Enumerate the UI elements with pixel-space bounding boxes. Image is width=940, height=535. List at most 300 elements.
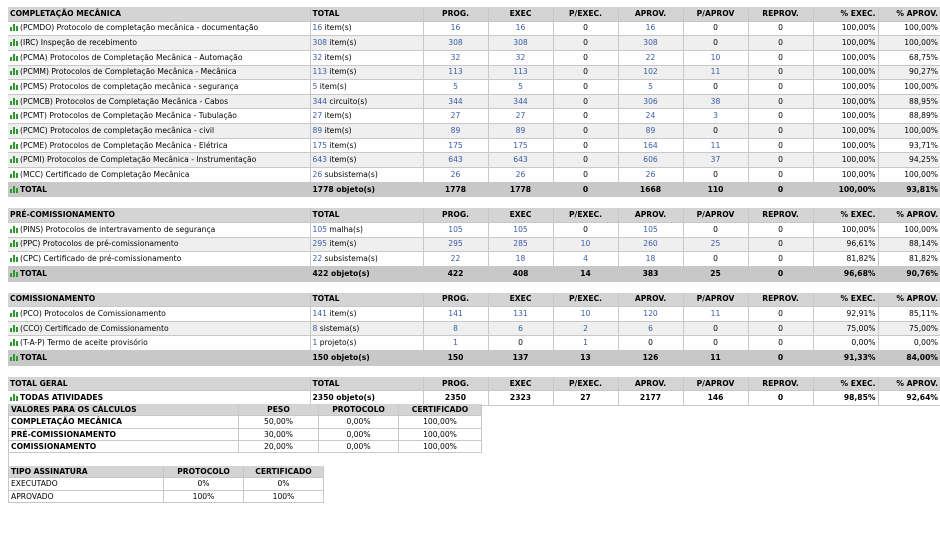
col-header-pct-aprov: % APROV.	[878, 293, 940, 307]
activity-reprov: 0	[748, 237, 813, 252]
activity-count-link[interactable]: 5	[312, 82, 318, 92]
activity-cell	[8, 138, 310, 153]
col-header-reprov: REPROV.	[748, 293, 813, 307]
activity-exec[interactable]: 32	[488, 50, 553, 65]
activity-reprov: 0	[748, 50, 813, 65]
activity-reprov: 0	[748, 222, 813, 237]
activity-pct-aprov: 88,95%	[878, 94, 940, 109]
bar-chart-icon[interactable]	[10, 127, 18, 134]
activity-aprov[interactable]: 306	[618, 94, 683, 109]
activity-p-aprov: 0	[683, 124, 748, 139]
activity-total-cell	[310, 124, 423, 139]
activity-row	[8, 307, 940, 322]
signature-row-certificado: 0%	[244, 478, 324, 490]
calc-header-row	[9, 404, 482, 416]
activity-total-cell	[310, 94, 423, 109]
grand-total-header-row	[8, 377, 940, 391]
activity-total-cell	[310, 336, 423, 351]
activity-aprov[interactable]: 22	[618, 50, 683, 65]
activity-prog[interactable]: 27	[423, 109, 488, 124]
total-prog: 422	[423, 266, 488, 281]
activity-prog[interactable]: 105	[423, 222, 488, 237]
activity-unit: item(s)	[329, 308, 357, 318]
activity-count-link[interactable]: 8	[312, 323, 318, 333]
activity-label: (T-A-P) Termo de aceite provisório	[20, 338, 148, 348]
total-prog: 1778	[423, 182, 488, 197]
total-p-exec: 13	[553, 351, 618, 366]
activity-reprov: 0	[748, 252, 813, 267]
activity-p-aprov[interactable]: 3	[683, 109, 748, 124]
activity-label: (PCMDO) Protocolo de completação mecânica - documentação	[20, 23, 259, 33]
bar-chart-icon[interactable]	[10, 325, 18, 332]
activity-exec[interactable]: 5	[488, 80, 553, 95]
activity-count-link[interactable]: 16	[312, 23, 323, 33]
activity-label: (PCO) Protocolos de Comissionamento	[20, 308, 166, 318]
calc-row-label: COMISSIONAMENTO	[9, 440, 239, 452]
activity-unit: sistema(s)	[319, 323, 360, 333]
activity-count-link[interactable]: 26	[312, 169, 323, 179]
activity-p-aprov[interactable]: 11	[683, 138, 748, 153]
activity-pct-exec: 100,00%	[813, 124, 878, 139]
activity-cell	[8, 252, 310, 267]
activity-unit: item(s)	[329, 38, 357, 48]
col-header-aprov: APROV.	[618, 293, 683, 307]
activity-total-cell	[310, 222, 423, 237]
activity-exec[interactable]: 18	[488, 252, 553, 267]
col-header-p-aprov: P/APROV	[683, 377, 748, 391]
activity-prog[interactable]: 344	[423, 94, 488, 109]
activity-count-link[interactable]: 1	[312, 338, 318, 348]
col-header-prog: PROG.	[423, 377, 488, 391]
activity-reprov: 0	[748, 153, 813, 168]
activity-cell	[8, 336, 310, 351]
activity-count-link[interactable]: 27	[312, 111, 323, 121]
activity-prog[interactable]: 8	[423, 321, 488, 336]
activity-unit: item(s)	[329, 67, 357, 77]
bar-chart-icon[interactable]	[10, 54, 18, 61]
col-header-p-aprov: P/APROV	[683, 208, 748, 222]
activity-pct-aprov: 93,71%	[878, 138, 940, 153]
activity-label: (IRC) Inspeção de recebimento	[20, 38, 137, 48]
calc-row-peso: 20,00%	[239, 440, 319, 452]
activity-pct-aprov: 85,11%	[878, 307, 940, 322]
bar-chart-icon[interactable]	[10, 171, 18, 178]
activity-cell	[8, 94, 310, 109]
activity-p-aprov: 0	[683, 80, 748, 95]
activity-p-exec: 0	[553, 94, 618, 109]
activity-count-link[interactable]: 175	[312, 140, 327, 150]
activity-aprov[interactable]: 18	[618, 252, 683, 267]
activity-prog[interactable]: 32	[423, 50, 488, 65]
activity-aprov[interactable]: 16	[618, 21, 683, 36]
activity-label: (PCMA) Protocolos de Completação Mecânica - Automação	[20, 52, 243, 62]
col-header-pct-aprov: % APROV.	[878, 208, 940, 222]
activity-total-cell	[310, 109, 423, 124]
activity-aprov[interactable]: 89	[618, 124, 683, 139]
signature-header-row	[9, 466, 324, 478]
bar-chart-icon[interactable]	[10, 270, 18, 277]
activity-total-cell	[310, 237, 423, 252]
activity-label: (MCC) Certificado de Completação Mecânica	[20, 169, 190, 179]
activity-exec[interactable]: 27	[488, 109, 553, 124]
activity-pct-exec: 100,00%	[813, 109, 878, 124]
calc-row-protocolo: 0,00%	[319, 416, 399, 428]
activity-cell	[8, 50, 310, 65]
grand-total-label: TODAS ATIVIDADES	[20, 393, 104, 403]
total-aprov: 383	[618, 266, 683, 281]
section-title: COMPLETAÇÃO MECÂNICA	[8, 7, 310, 21]
bar-chart-icon[interactable]	[10, 98, 18, 105]
activity-row	[8, 153, 940, 168]
signature-header-protocolo: PROTOCOLO	[164, 466, 244, 478]
calc-row-certificado: 100,00%	[399, 416, 482, 428]
activity-pct-aprov: 88,14%	[878, 237, 940, 252]
activity-aprov[interactable]: 102	[618, 65, 683, 80]
col-header-prog: PROG.	[423, 208, 488, 222]
activity-p-exec[interactable]: 10	[553, 237, 618, 252]
activity-aprov[interactable]: 308	[618, 36, 683, 51]
activity-row	[8, 36, 940, 51]
activity-prog[interactable]: 113	[423, 65, 488, 80]
activity-row	[8, 65, 940, 80]
total-pct-exec: 100,00%	[813, 182, 878, 197]
activity-p-aprov[interactable]: 11	[683, 307, 748, 322]
activity-prog[interactable]: 5	[423, 80, 488, 95]
activity-unit: subsistema(s)	[324, 169, 378, 179]
col-header-p-exec: P/EXEC.	[553, 7, 618, 21]
activity-cell	[8, 65, 310, 80]
activity-pct-aprov: 0,00%	[878, 336, 940, 351]
activity-total-cell	[310, 153, 423, 168]
activity-row	[8, 80, 940, 95]
activity-count-link[interactable]: 295	[312, 239, 327, 249]
activity-row	[8, 237, 940, 252]
activity-row	[8, 168, 940, 183]
bar-chart-icon[interactable]	[10, 394, 18, 401]
grand-total-p-aprov: 146	[683, 391, 748, 406]
total-reprov: 0	[748, 351, 813, 366]
activity-total-cell	[310, 65, 423, 80]
activity-count-link[interactable]: 113	[312, 67, 327, 77]
grand-total-pct-aprov: 92,64%	[878, 391, 940, 406]
activity-aprov[interactable]: 120	[618, 307, 683, 322]
activity-total-cell	[310, 252, 423, 267]
calc-header-protocolo: PROTOCOLO	[319, 404, 399, 416]
activity-count-link[interactable]: 105	[312, 224, 327, 234]
activity-label: (PCMCB) Protocolos de Completação Mecânica - Cabos	[20, 96, 229, 106]
activity-label: (CPC) Certificado de pré-comissionamento	[20, 254, 182, 264]
col-header-aprov: APROV.	[618, 7, 683, 21]
activity-aprov[interactable]: 5	[618, 80, 683, 95]
col-header-prog: PROG.	[423, 293, 488, 307]
activity-p-aprov[interactable]: 25	[683, 237, 748, 252]
activity-p-aprov[interactable]: 38	[683, 94, 748, 109]
activity-unit: malha(s)	[329, 224, 363, 234]
calc-row-pre-comissionamento	[9, 428, 482, 440]
activity-pct-exec: 100,00%	[813, 80, 878, 95]
activity-row	[8, 94, 940, 109]
activity-reprov: 0	[748, 124, 813, 139]
activity-p-exec: 0	[553, 222, 618, 237]
activity-exec[interactable]: 131	[488, 307, 553, 322]
activity-p-exec: 0	[553, 36, 618, 51]
bar-chart-icon[interactable]	[10, 142, 18, 149]
bar-chart-icon[interactable]	[10, 39, 18, 46]
grand-total-aprov: 2177	[618, 391, 683, 406]
col-header-reprov: REPROV.	[748, 208, 813, 222]
bar-chart-icon[interactable]	[10, 339, 18, 346]
total-objects: 150 objeto(s)	[310, 351, 423, 366]
activity-p-aprov[interactable]: 37	[683, 153, 748, 168]
bar-chart-icon[interactable]	[10, 354, 18, 361]
col-header-pct-aprov: % APROV.	[878, 377, 940, 391]
activity-reprov: 0	[748, 307, 813, 322]
activity-prog[interactable]: 308	[423, 36, 488, 51]
signature-row-aprovado	[9, 490, 324, 502]
col-header-exec: EXEC	[488, 208, 553, 222]
activity-p-exec: 0	[553, 109, 618, 124]
activity-total-cell	[310, 80, 423, 95]
activity-aprov[interactable]: 260	[618, 237, 683, 252]
col-header-aprov: APROV.	[618, 208, 683, 222]
spacer-cell	[8, 365, 940, 377]
total-aprov: 126	[618, 351, 683, 366]
activity-label: (PINS) Protocolos de intertravamento de segurança	[20, 224, 216, 234]
activity-pct-aprov: 94,25%	[878, 153, 940, 168]
activity-cell	[8, 168, 310, 183]
bar-chart-icon[interactable]	[10, 255, 18, 262]
total-pct-exec: 91,33%	[813, 351, 878, 366]
activity-cell	[8, 153, 310, 168]
total-exec: 1778	[488, 182, 553, 197]
activity-aprov[interactable]: 26	[618, 168, 683, 183]
spacer-cell	[8, 281, 940, 293]
total-pct-exec: 96,68%	[813, 266, 878, 281]
activity-aprov[interactable]: 24	[618, 109, 683, 124]
activity-exec[interactable]: 308	[488, 36, 553, 51]
activity-count-link[interactable]: 32	[312, 52, 323, 62]
total-objects: 422 objeto(s)	[310, 266, 423, 281]
total-label: TOTAL	[20, 268, 47, 278]
activity-p-aprov: 0	[683, 252, 748, 267]
activity-label: (PCMS) Protocolos de completação mecânica - segurança	[20, 82, 239, 92]
activity-aprov[interactable]: 164	[618, 138, 683, 153]
activity-cell	[8, 321, 310, 336]
activity-unit: projeto(s)	[319, 338, 357, 348]
activity-p-exec: 0	[553, 124, 618, 139]
section-spacer	[8, 281, 940, 293]
activity-prog[interactable]: 1	[423, 336, 488, 351]
col-header-p-exec: P/EXEC.	[553, 293, 618, 307]
activity-p-aprov[interactable]: 11	[683, 65, 748, 80]
activity-aprov[interactable]: 105	[618, 222, 683, 237]
bar-chart-icon[interactable]	[10, 226, 18, 233]
activity-p-exec: 0	[553, 153, 618, 168]
activity-p-aprov: 0	[683, 36, 748, 51]
calc-row-completacao	[9, 416, 482, 428]
activity-prog[interactable]: 22	[423, 252, 488, 267]
col-header-p-exec: P/EXEC.	[553, 377, 618, 391]
total-label: TOTAL	[20, 184, 47, 194]
col-header-total: TOTAL	[310, 7, 423, 21]
col-header-pct-exec: % EXEC.	[813, 208, 878, 222]
spacer-cell	[8, 197, 940, 209]
activity-p-exec: 0	[553, 168, 618, 183]
activity-reprov: 0	[748, 168, 813, 183]
col-header-p-exec: P/EXEC.	[553, 208, 618, 222]
activity-count-link[interactable]: 344	[312, 96, 327, 106]
activity-p-exec: 0	[553, 138, 618, 153]
col-header-pct-exec: % EXEC.	[813, 7, 878, 21]
activity-count-link[interactable]: 643	[312, 155, 327, 165]
total-pct-aprov: 84,00%	[878, 351, 940, 366]
activity-prog[interactable]: 89	[423, 124, 488, 139]
activity-row	[8, 109, 940, 124]
bar-chart-icon[interactable]	[10, 112, 18, 119]
activity-prog[interactable]: 295	[423, 237, 488, 252]
activity-cell	[8, 21, 310, 36]
activity-prog[interactable]: 643	[423, 153, 488, 168]
activity-label: (PPC) Protocolos de pré-comissionamento	[20, 239, 179, 249]
col-header-exec: EXEC	[488, 7, 553, 21]
activity-reprov: 0	[748, 36, 813, 51]
activity-p-aprov: 0	[683, 21, 748, 36]
activity-p-exec: 0	[553, 80, 618, 95]
total-exec: 137	[488, 351, 553, 366]
signature-row-executado	[9, 478, 324, 490]
activity-p-exec: 0	[553, 65, 618, 80]
activity-aprov[interactable]: 606	[618, 153, 683, 168]
activity-count-link[interactable]: 141	[312, 308, 327, 318]
activity-p-exec[interactable]: 2	[553, 321, 618, 336]
activity-prog[interactable]: 26	[423, 168, 488, 183]
activity-cell	[8, 80, 310, 95]
activity-reprov: 0	[748, 336, 813, 351]
activity-unit: circuito(s)	[329, 96, 368, 106]
activity-count-link[interactable]: 308	[312, 38, 327, 48]
calc-header-certificado: CERTIFICADO	[399, 404, 482, 416]
activity-cell	[8, 237, 310, 252]
activity-pct-exec: 81,82%	[813, 252, 878, 267]
activity-exec[interactable]: 113	[488, 65, 553, 80]
activity-exec[interactable]: 26	[488, 168, 553, 183]
activity-exec: 0	[488, 336, 553, 351]
section-total-row	[8, 182, 940, 197]
calc-row-certificado: 100,00%	[399, 428, 482, 440]
activity-row	[8, 252, 940, 267]
bar-chart-icon[interactable]	[10, 156, 18, 163]
activity-cell	[8, 124, 310, 139]
signature-row-label: EXECUTADO	[9, 478, 164, 490]
activity-p-exec[interactable]: 1	[553, 336, 618, 351]
activity-p-exec[interactable]: 4	[553, 252, 618, 267]
activity-p-exec[interactable]: 10	[553, 307, 618, 322]
activity-exec[interactable]: 344	[488, 94, 553, 109]
activity-row	[8, 222, 940, 237]
activity-count-link[interactable]: 89	[312, 125, 323, 135]
section-title: COMISSIONAMENTO	[8, 293, 310, 307]
activity-reprov: 0	[748, 65, 813, 80]
activity-label: (PCMC) Protocolos de completação mecânica - civil	[20, 125, 215, 135]
activity-unit: item(s)	[324, 23, 352, 33]
calc-row-comissionamento	[9, 440, 482, 452]
grand-total-p-exec: 27	[553, 391, 618, 406]
activity-pct-aprov: 100,00%	[878, 80, 940, 95]
activity-pct-aprov: 68,75%	[878, 50, 940, 65]
col-header-pct-exec: % EXEC.	[813, 293, 878, 307]
bar-chart-icon[interactable]	[10, 310, 18, 317]
total-reprov: 0	[748, 266, 813, 281]
activity-prog[interactable]: 16	[423, 21, 488, 36]
activity-prog[interactable]: 175	[423, 138, 488, 153]
activity-pct-exec: 100,00%	[813, 65, 878, 80]
activity-pct-exec: 92,91%	[813, 307, 878, 322]
activity-pct-exec: 75,00%	[813, 321, 878, 336]
calc-row-protocolo: 0,00%	[319, 428, 399, 440]
activity-exec[interactable]: 285	[488, 237, 553, 252]
activity-prog[interactable]: 141	[423, 307, 488, 322]
activity-unit: item(s)	[329, 140, 357, 150]
activity-pct-exec: 100,00%	[813, 50, 878, 65]
signature-row-certificado: 100%	[244, 490, 324, 502]
activity-pct-exec: 100,00%	[813, 21, 878, 36]
activity-p-aprov[interactable]: 10	[683, 50, 748, 65]
activity-cell	[8, 109, 310, 124]
activity-exec[interactable]: 105	[488, 222, 553, 237]
activity-exec[interactable]: 175	[488, 138, 553, 153]
activity-pct-aprov: 100,00%	[878, 21, 940, 36]
calc-values-table	[8, 404, 482, 453]
activity-label: (PCMI) Protocolos de Completação Mecânica - Instrumentação	[20, 155, 257, 165]
grand-total-pct-exec: 98,85%	[813, 391, 878, 406]
total-exec: 408	[488, 266, 553, 281]
activity-exec[interactable]: 16	[488, 21, 553, 36]
total-label-cell	[8, 266, 310, 281]
col-header-exec: EXEC	[488, 293, 553, 307]
activity-exec[interactable]: 643	[488, 153, 553, 168]
activity-total-cell	[310, 50, 423, 65]
col-header-total: TOTAL	[310, 208, 423, 222]
activity-unit: item(s)	[329, 239, 357, 249]
activity-label: (PCME) Protocolos de Completação Mecânica - Elétrica	[20, 140, 228, 150]
activity-pct-aprov: 100,00%	[878, 168, 940, 183]
activity-total-cell	[310, 307, 423, 322]
activity-p-aprov: 0	[683, 336, 748, 351]
total-prog: 150	[423, 351, 488, 366]
activity-pct-exec: 100,00%	[813, 222, 878, 237]
bar-chart-icon[interactable]	[10, 83, 18, 90]
activity-total-cell	[310, 36, 423, 51]
bar-chart-icon[interactable]	[10, 68, 18, 75]
activity-exec[interactable]: 89	[488, 124, 553, 139]
calc-header-title: VALORES PARA OS CÁLCULOS	[9, 404, 239, 416]
bar-chart-icon[interactable]	[10, 240, 18, 247]
bar-chart-icon[interactable]	[10, 186, 18, 193]
activity-exec[interactable]: 6	[488, 321, 553, 336]
activity-aprov[interactable]: 6	[618, 321, 683, 336]
grand-total-prog: 2350	[423, 391, 488, 406]
total-reprov: 0	[748, 182, 813, 197]
activity-pct-aprov: 81,82%	[878, 252, 940, 267]
total-p-aprov: 11	[683, 351, 748, 366]
activity-pct-exec: 100,00%	[813, 94, 878, 109]
activity-reprov: 0	[748, 138, 813, 153]
activity-count-link[interactable]: 22	[312, 254, 323, 264]
activity-p-aprov: 0	[683, 222, 748, 237]
bar-chart-icon[interactable]	[10, 24, 18, 31]
activity-reprov: 0	[748, 21, 813, 36]
activity-total-cell	[310, 138, 423, 153]
